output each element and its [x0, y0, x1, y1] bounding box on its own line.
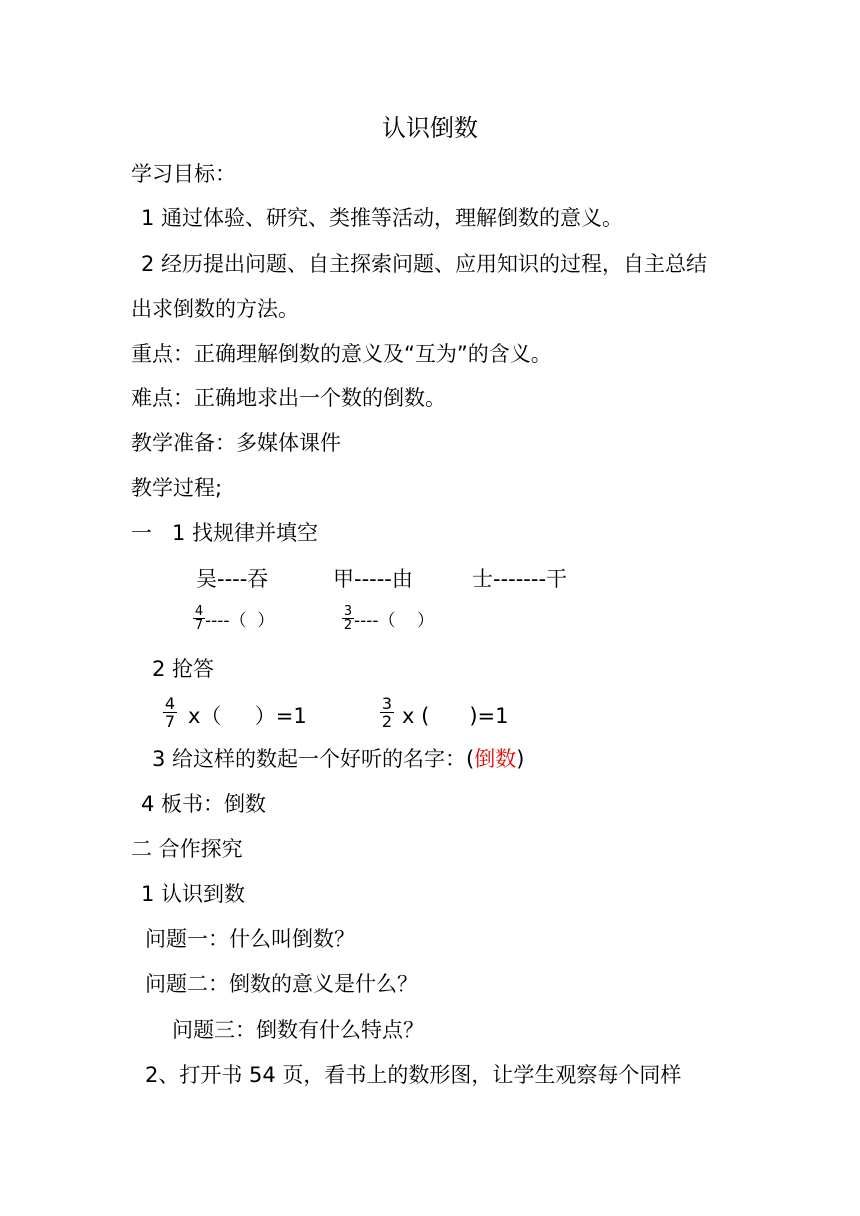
fraction-numerator: 3	[343, 604, 353, 619]
pattern-3: 士-------干	[472, 567, 568, 591]
fraction-denominator: 2	[343, 618, 353, 633]
equation-a-fraction	[163, 695, 177, 730]
section-1-number: 一	[131, 521, 152, 545]
question-2: 问题二：倒数的意义是什么？	[145, 972, 418, 996]
pattern-1: 吴----吞	[196, 567, 269, 591]
section-2-item-2: 2、打开书 54 页，看书上的数形图，让学生观察每个同样	[145, 1063, 682, 1087]
question-1: 问题一：什么叫倒数？	[145, 927, 355, 951]
fraction-four-sevenths	[193, 605, 205, 632]
fraction-denominator: 2	[381, 712, 393, 731]
key-point: 重点：正确理解倒数的意义及“互为”的含义。	[131, 342, 552, 366]
item-3-close: )	[516, 747, 525, 771]
objective-2-line1: 2 经历提出问题、自主探索问题、应用知识的过程，自主总结	[141, 252, 708, 276]
fraction-numerator: 3	[381, 694, 393, 713]
fraction-numerator: 4	[194, 604, 204, 619]
section-1-item-3	[152, 745, 524, 773]
section-2-heading: 二 合作探究	[131, 837, 243, 861]
fraction-b-blank: ----（ ）	[354, 611, 435, 631]
equation-b-fraction	[380, 695, 394, 730]
item-3-text: 3 给这样的数起一个好听的名字：(	[152, 747, 475, 771]
fraction-denominator: 7	[194, 618, 204, 633]
process-label: 教学过程;	[131, 476, 223, 500]
objective-1: 1 通过体验、研究、类推等活动，理解倒数的意义。	[141, 206, 624, 230]
fraction-three-halves	[342, 605, 354, 632]
objective-2-line2: 出求倒数的方法。	[131, 297, 299, 321]
equation-b: x ( )=1	[402, 704, 509, 728]
page-title: 认识倒数	[382, 114, 478, 142]
section-1-item-4: 4 板书：倒数	[141, 792, 267, 816]
difficulty: 难点：正确地求出一个数的倒数。	[131, 386, 446, 410]
section-2-item-1: 1 认识到数	[141, 882, 246, 906]
preparation: 教学准备：多媒体课件	[131, 431, 341, 455]
section-1-item-2: 2 抢答	[152, 657, 215, 681]
pattern-2: 甲-----由	[333, 567, 413, 591]
fraction-denominator: 7	[164, 712, 176, 731]
equation-a: x（ ）=1	[188, 704, 307, 728]
question-3: 问题三：倒数有什么特点？	[172, 1018, 424, 1042]
highlighted-term: 倒数	[474, 747, 517, 771]
objectives-label: 学习目标：	[131, 162, 236, 186]
section-1-item-1: 1 找规律并填空	[172, 521, 319, 545]
fraction-a-blank: ----（ ）	[205, 611, 275, 631]
fraction-numerator: 4	[164, 694, 176, 713]
